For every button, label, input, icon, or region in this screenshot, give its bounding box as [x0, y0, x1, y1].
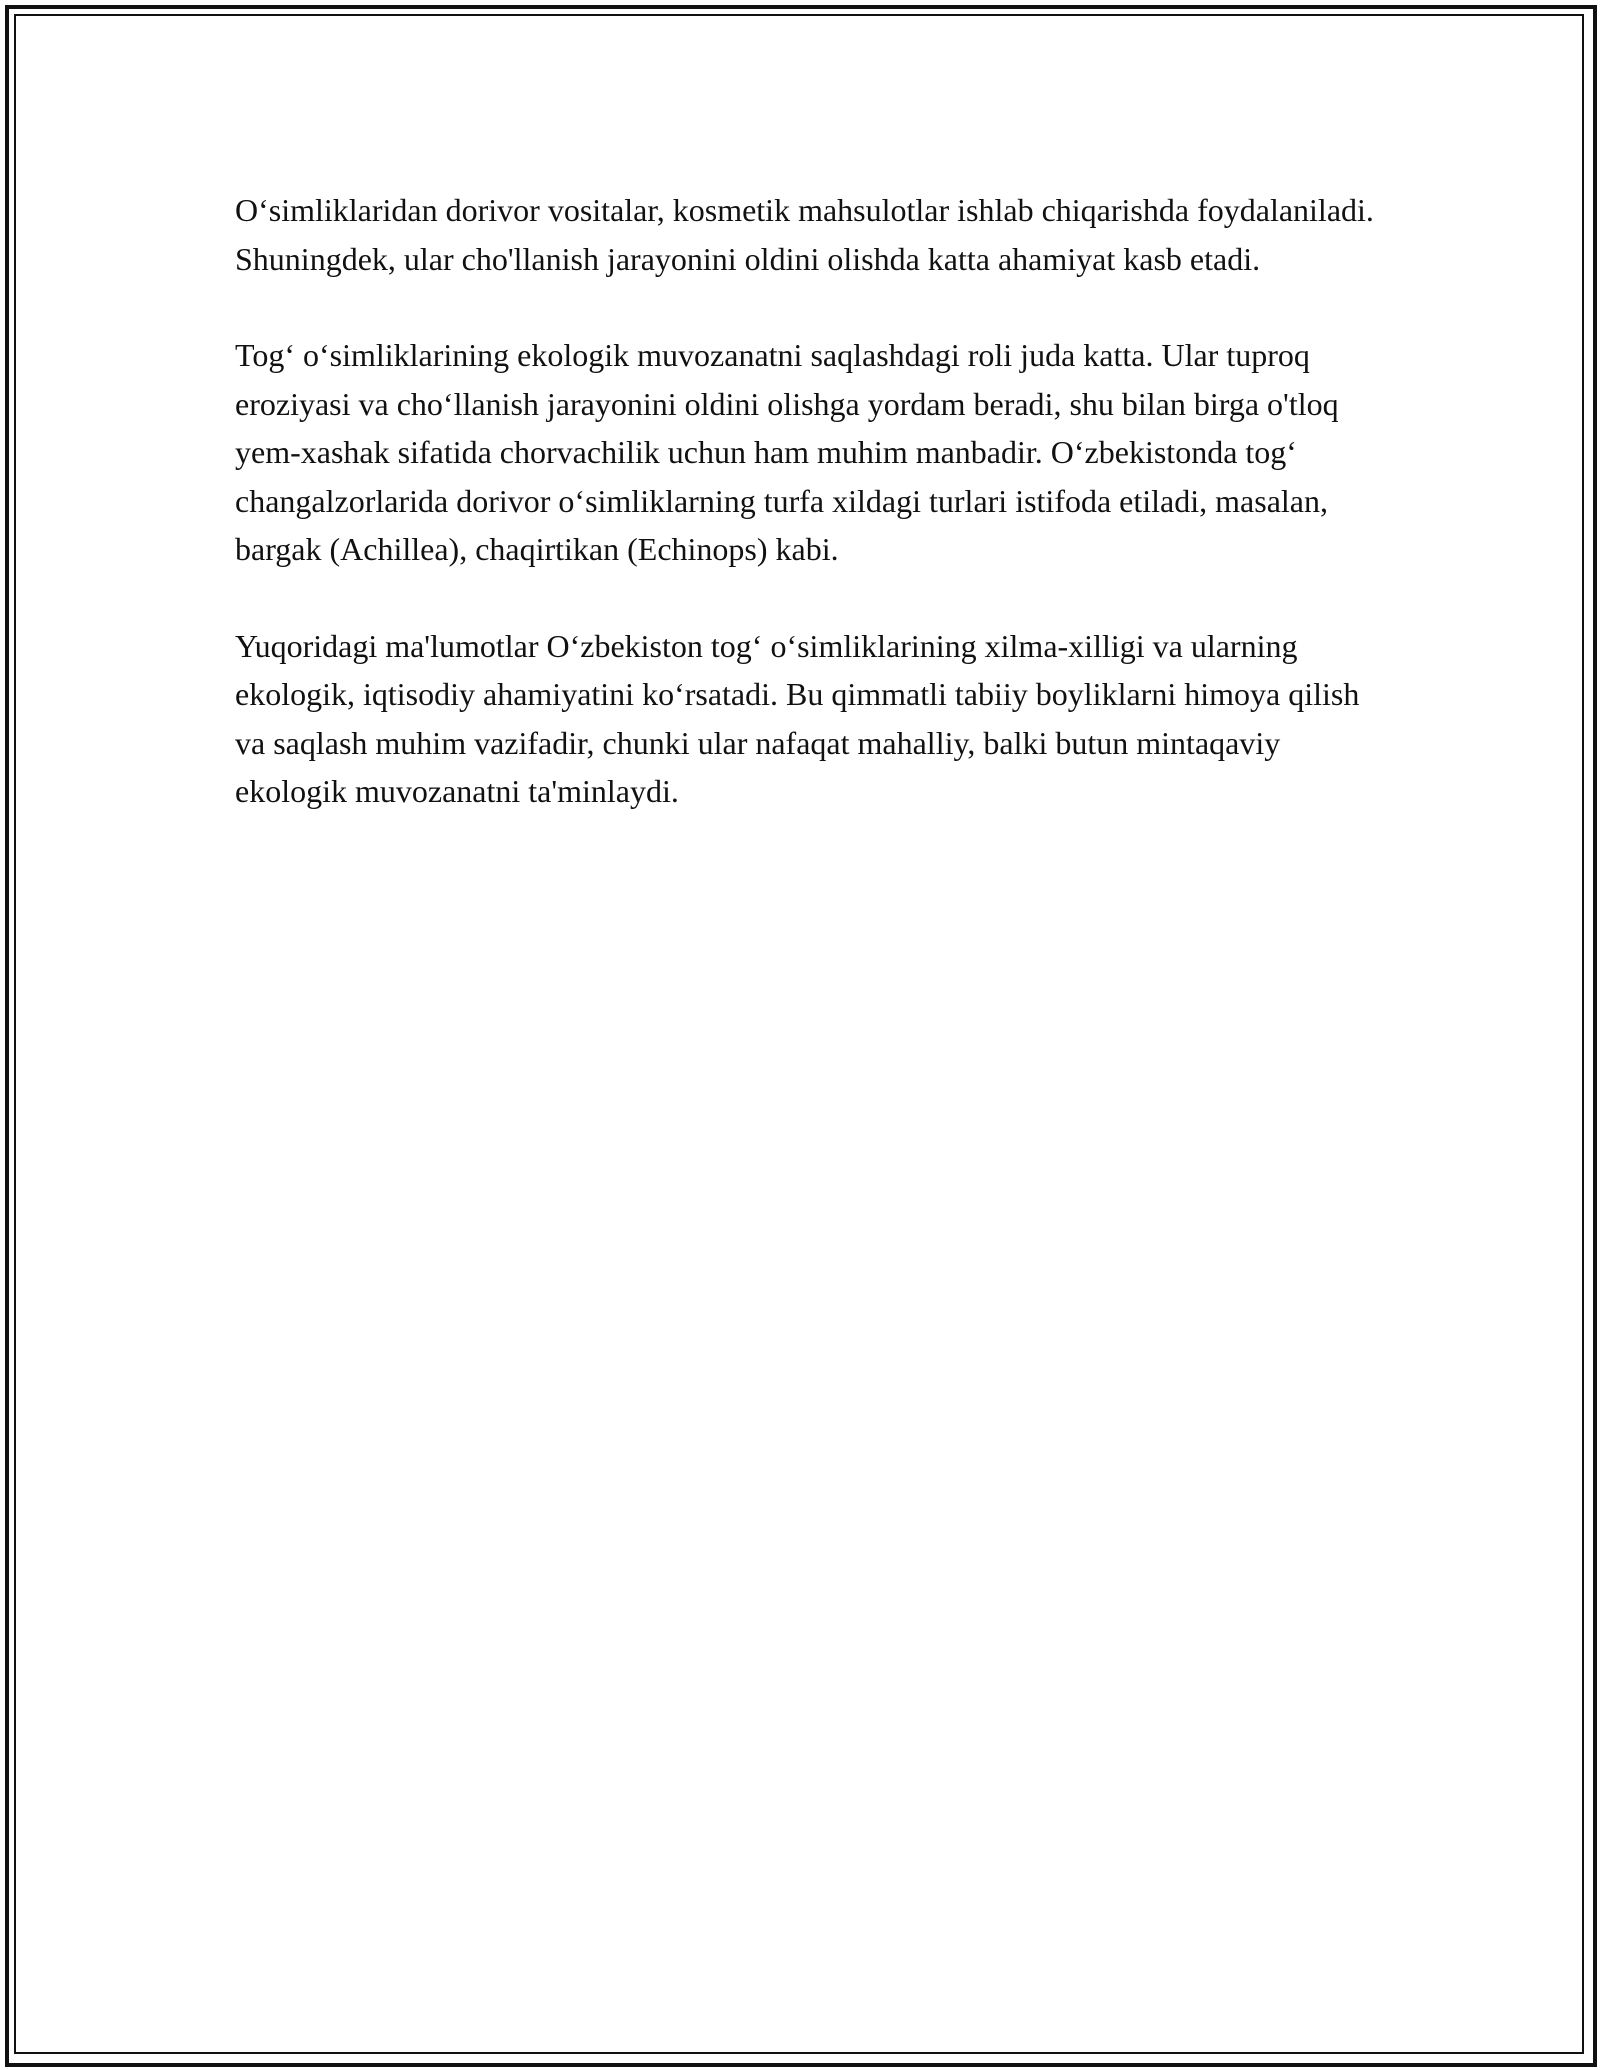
paragraph-3: Yuqoridagi ma'lumotlar O‘zbekiston tog‘ o‘simliklarining xilma-xilligi va ularning ekologik, iqtisodiy ahamiyatini ko‘rsatadi. Bu qimmatli tabiiy boyliklarni himoya qilish va saqlash muhim vazifadir, chunki ular nafaqat mahalliy, balki butun mintaqaviy ekologik muvozanatni ta'minlaydi.: [235, 627, 1360, 809]
document-body: [235, 186, 1375, 864]
paragraph-1: O‘simliklaridan dorivor vositalar, kosmetik mahsulotlar ishlab chiqarishda foydalaniladi. Shuningdek, ular cho'llanish jarayonini oldini olishda katta ahamiyat kasb etadi.: [235, 192, 1374, 277]
paragraph-2: Tog‘ o‘simliklarining ekologik muvozanatni saqlashdagi roli juda katta. Ular tuproq eroziyasi va cho‘llanish jarayonini oldini olishga yordam beradi, shu bilan birga o'tloq yem-xashak sifatida chorvachilik uchun ham muhim manbadir. O‘zbekistonda tog‘ changalzorlarida dorivor o‘simliklarning turfa xildagi turlari istifoda etiladi, masalan, bargak (Achillea), chaqirtikan (Echinops) kabi.: [235, 337, 1339, 567]
